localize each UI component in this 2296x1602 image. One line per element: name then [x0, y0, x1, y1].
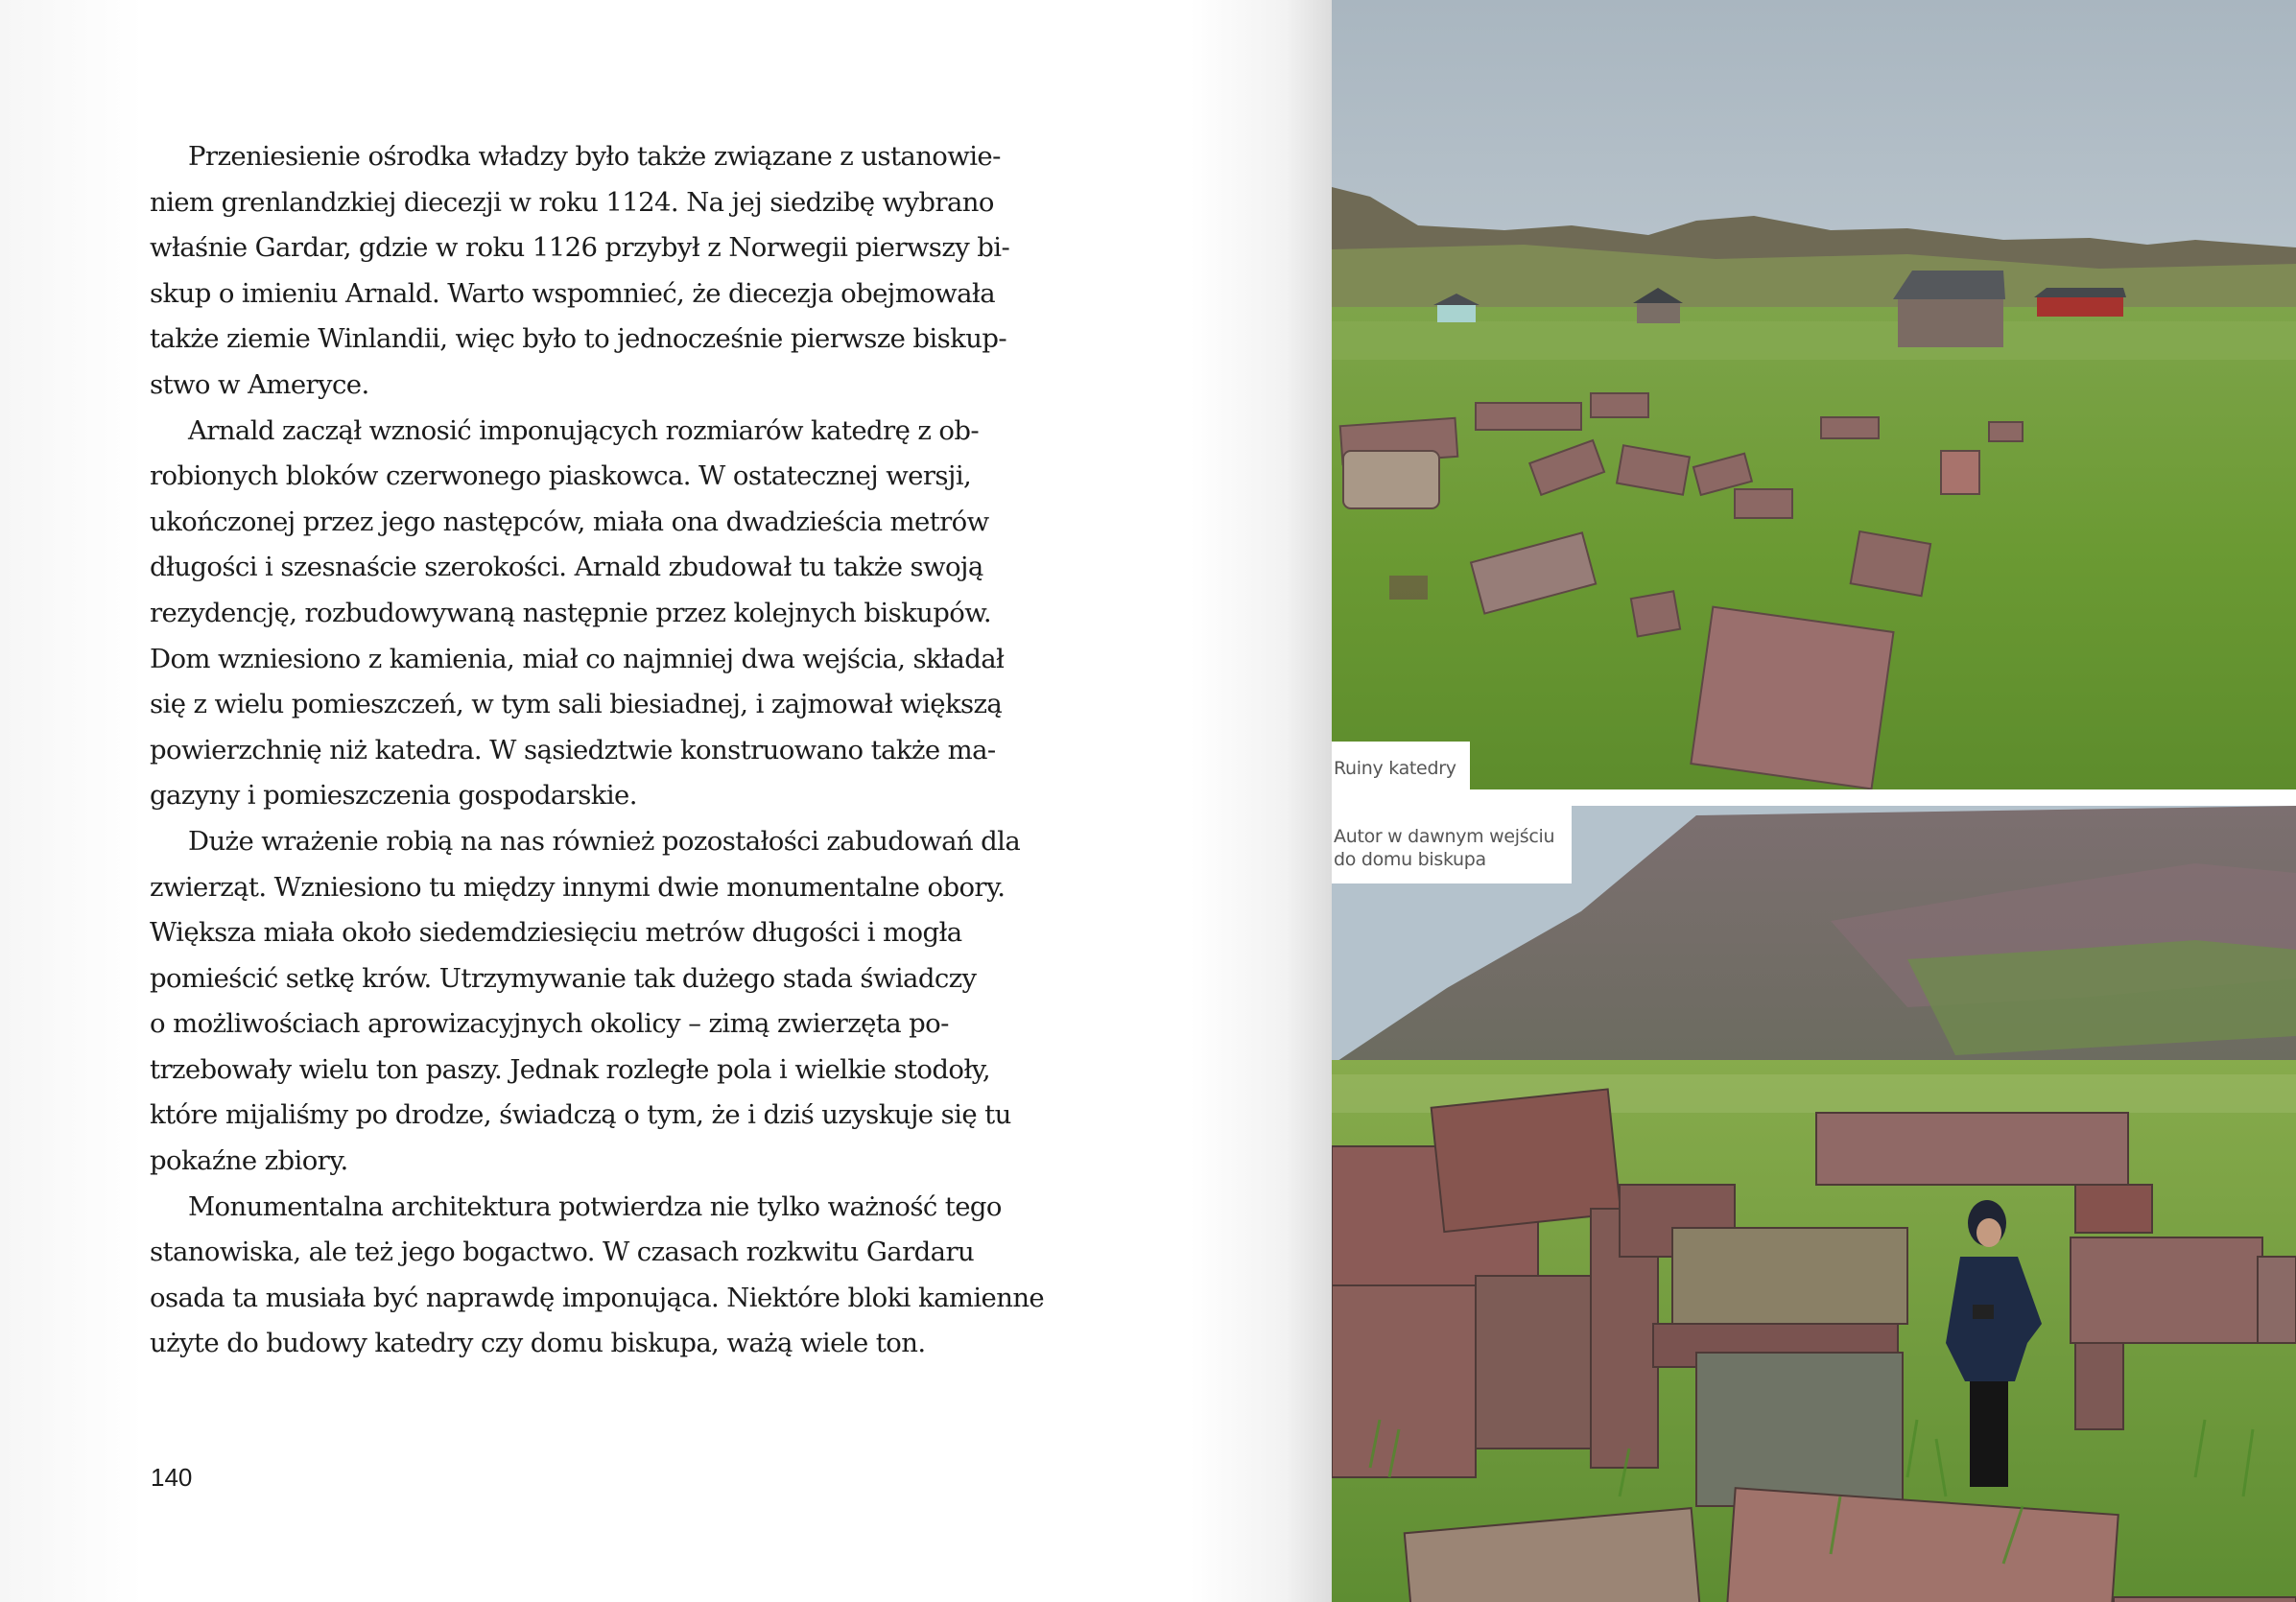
text-line: stanowiska, ale też jego bogactwo. W czasach rozkwitu Gardaru — [150, 1237, 975, 1268]
text-line: o możliwościach aprowizacyjnych okolicy – zimą zwierzęta po- — [150, 1008, 949, 1040]
text-line: trzebowały wielu ton paszy. Jednak rozległe pola i wielkie stodoły, — [150, 1053, 991, 1085]
text-line: Dom wzniesiono z kamienia, miał co najmniej dwa wejścia, składał — [150, 643, 1005, 674]
text-line: Duże wrażenie robią na nas również pozostałości zabudowań dla — [188, 825, 1021, 857]
caption-text — [1334, 825, 1569, 871]
text-line: stwo w Ameryce. — [150, 368, 369, 400]
paragraph — [150, 134, 1010, 409]
text-line: Większa miała około siedemdziesięciu metrów długości i mogła — [150, 917, 962, 949]
body-text — [150, 134, 1045, 1367]
text-line: niem grenlandzkiej diecezji w roku 1124. Na jej siedzibę wybrano — [150, 186, 994, 218]
text-line: właśnie Gardar, gdzie w roku 1126 przybył z Norwegii pierwszy bi- — [150, 232, 1010, 264]
text-line: powierzchnię niż katedra. W sąsiedztwie konstruowano także ma- — [150, 734, 996, 766]
text-line: gazyny i pomieszczenia gospodarskie. — [150, 780, 637, 812]
text-line: rezydencję, rozbudowywaną następnie przez kolejnych biskupów. — [150, 597, 992, 628]
text-line: zwierząt. Wzniesiono tu między innymi dwie monumentalne obory. — [150, 871, 1006, 903]
text-line: długości i szesnaście szerokości. Arnald zbudował tu także swoją — [150, 552, 983, 583]
text-line: Arnald zaczął wznosić imponujących rozmiarów katedrę z ob- — [188, 414, 980, 446]
text-line: ukończonej przez jego następców, miała ona dwadzieścia metrów — [150, 506, 989, 537]
text-line: także ziemie Winlandii, więc było to jednocześnie pierwsze biskup- — [150, 323, 1007, 355]
paragraph — [150, 819, 1021, 1185]
caption-line-1: Autor w dawnym wejściu — [1334, 826, 1555, 847]
text-line: które mijaliśmy po drodze, świadczą o tym, że i dziś uzyskuje się tu — [150, 1099, 1011, 1131]
caption-line-2: do domu biskupa — [1334, 849, 1486, 870]
caption-text: Ruiny katedry — [1334, 758, 1456, 779]
bishop-house-entrance-photo — [1332, 806, 2296, 1602]
text-line: robionych bloków czerwonego piaskowca. W ostatecznej wersji, — [150, 460, 972, 492]
cathedral-ruins-image — [1332, 0, 2296, 789]
paragraph — [150, 1185, 1045, 1367]
cathedral-ruins-photo — [1332, 0, 2296, 789]
photo-caption-bishop-house — [1332, 806, 1572, 883]
bishop-house-entrance-image — [1332, 806, 2296, 1602]
text-line: użyte do budowy katedry czy domu biskupa, ważą wiele ton. — [150, 1328, 926, 1359]
text-line: osada ta musiała być naprawdę imponująca. Niektóre bloki kamienne — [150, 1282, 1045, 1313]
text-line: pokaźne zbiory. — [150, 1145, 348, 1177]
photo-caption-cathedral-ruins — [1332, 742, 1470, 789]
text-line: pomieścić setkę krów. Utrzymywanie tak dużego stada świadczy — [150, 962, 977, 994]
paragraph — [150, 409, 1005, 819]
text-line: Przeniesienie ośrodka władzy było także związane z ustanowie- — [188, 141, 1001, 172]
text-line: Monumentalna architektura potwierdza nie tylko ważność tego — [188, 1190, 1002, 1222]
text-line: się z wielu pomieszczeń, w tym sali biesiadnej, i zajmował większą — [150, 689, 1003, 720]
text-line: skup o imieniu Arnald. Warto wspomnieć, że diecezja obejmowała — [150, 277, 995, 309]
page-number: 140 — [151, 1463, 193, 1492]
